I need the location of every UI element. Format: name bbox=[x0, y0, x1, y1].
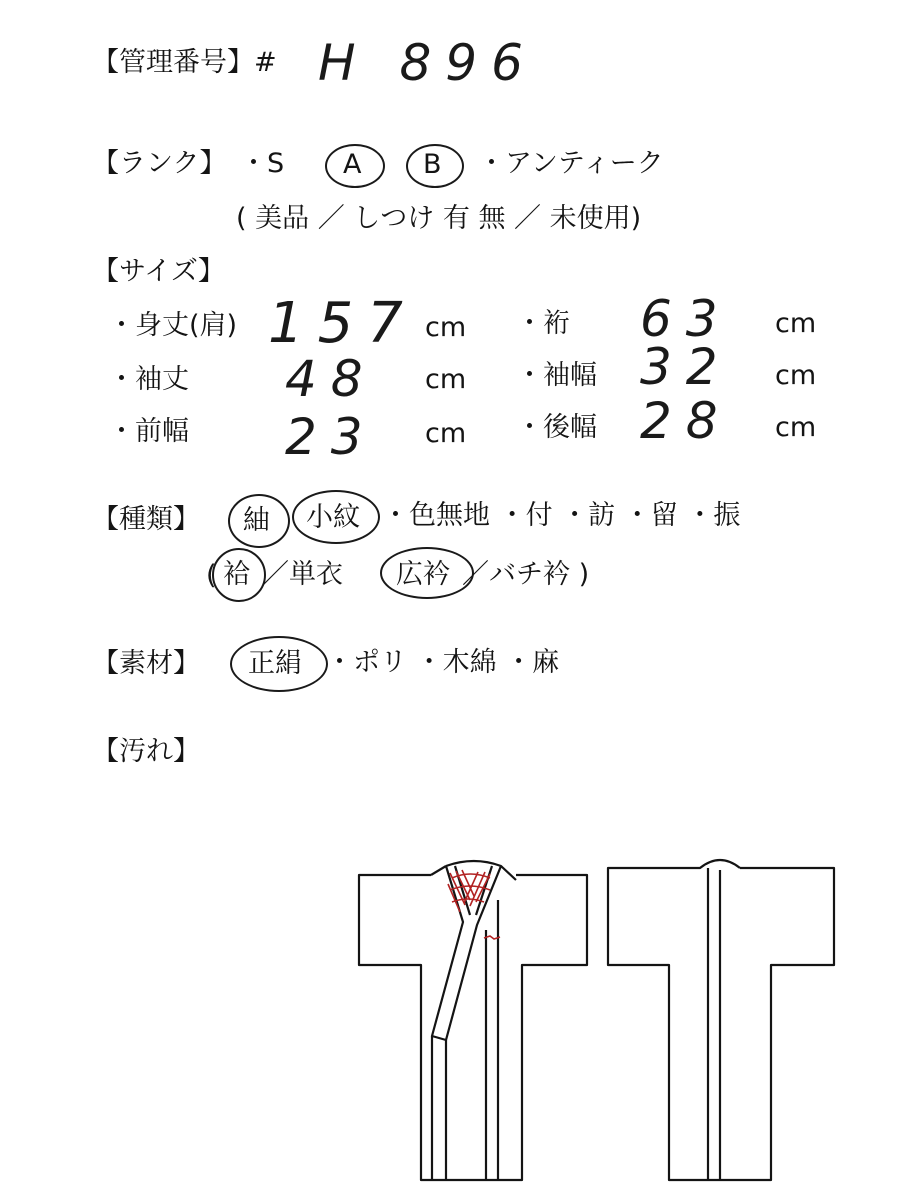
size-item-value: 32 bbox=[640, 338, 732, 396]
kind-option-bachieri: ／バチ衿 ) bbox=[462, 559, 590, 590]
size-unit: cm bbox=[425, 418, 467, 449]
rank-option-antique: ・アンティーク bbox=[478, 148, 664, 179]
size-unit: cm bbox=[775, 412, 817, 443]
size-item-value: 48 bbox=[285, 350, 377, 408]
management-number-value: H 896 bbox=[318, 34, 537, 92]
size-item-label: ・後幅 bbox=[516, 412, 597, 443]
kind-option-komon: 小紋 bbox=[306, 502, 360, 533]
size-label: 【サイズ】 bbox=[92, 256, 225, 287]
size-item-label: ・袖幅 bbox=[516, 360, 597, 391]
stain-label: 【汚れ】 bbox=[92, 736, 200, 767]
kind-option-tsumugi: 紬 bbox=[243, 505, 270, 536]
size-item-label: ・袖丈 bbox=[108, 364, 189, 395]
size-item-label: ・裄 bbox=[516, 308, 570, 339]
material-label: 【素材】 bbox=[92, 648, 200, 679]
kind-label: 【種類】 bbox=[92, 504, 200, 535]
kind-option-hitoe: ／単衣 bbox=[262, 559, 343, 590]
kind-option-awase: 袷 bbox=[223, 559, 250, 590]
material-option-silk: 正絹 bbox=[248, 648, 302, 679]
rank-option-b: B bbox=[423, 149, 442, 180]
size-item-value: 157 bbox=[268, 291, 417, 356]
size-unit: cm bbox=[425, 312, 467, 343]
kimono-back-outline bbox=[608, 860, 834, 1180]
kind-options-rest: ・色無地 ・付 ・訪 ・留 ・振 bbox=[382, 500, 741, 531]
kind-paren-open: ( bbox=[206, 560, 217, 591]
management-number-label: 【管理番号】# bbox=[92, 47, 277, 78]
rank-option-s: ・S bbox=[240, 148, 285, 179]
material-options-rest: ・ポリ ・木綿 ・麻 bbox=[326, 647, 560, 678]
size-unit: cm bbox=[775, 308, 817, 339]
size-unit: cm bbox=[425, 364, 467, 395]
size-item-label: ・前幅 bbox=[108, 416, 189, 447]
stain-marks bbox=[448, 870, 500, 939]
size-item-label: ・身丈(肩) bbox=[108, 310, 238, 341]
size-item-value: 28 bbox=[640, 392, 732, 450]
size-item-value: 63 bbox=[640, 290, 732, 348]
rank-label: 【ランク】 bbox=[92, 148, 227, 179]
kimono-front-outline bbox=[359, 861, 587, 1180]
rank-option-a: A bbox=[343, 149, 362, 180]
kind-option-hiroeri: 広衿 bbox=[396, 559, 450, 590]
rank-detail: ( 美品 ／ しつけ 有 無 ／ 未使用) bbox=[236, 203, 642, 234]
size-unit: cm bbox=[775, 360, 817, 391]
size-item-value: 23 bbox=[285, 408, 377, 466]
